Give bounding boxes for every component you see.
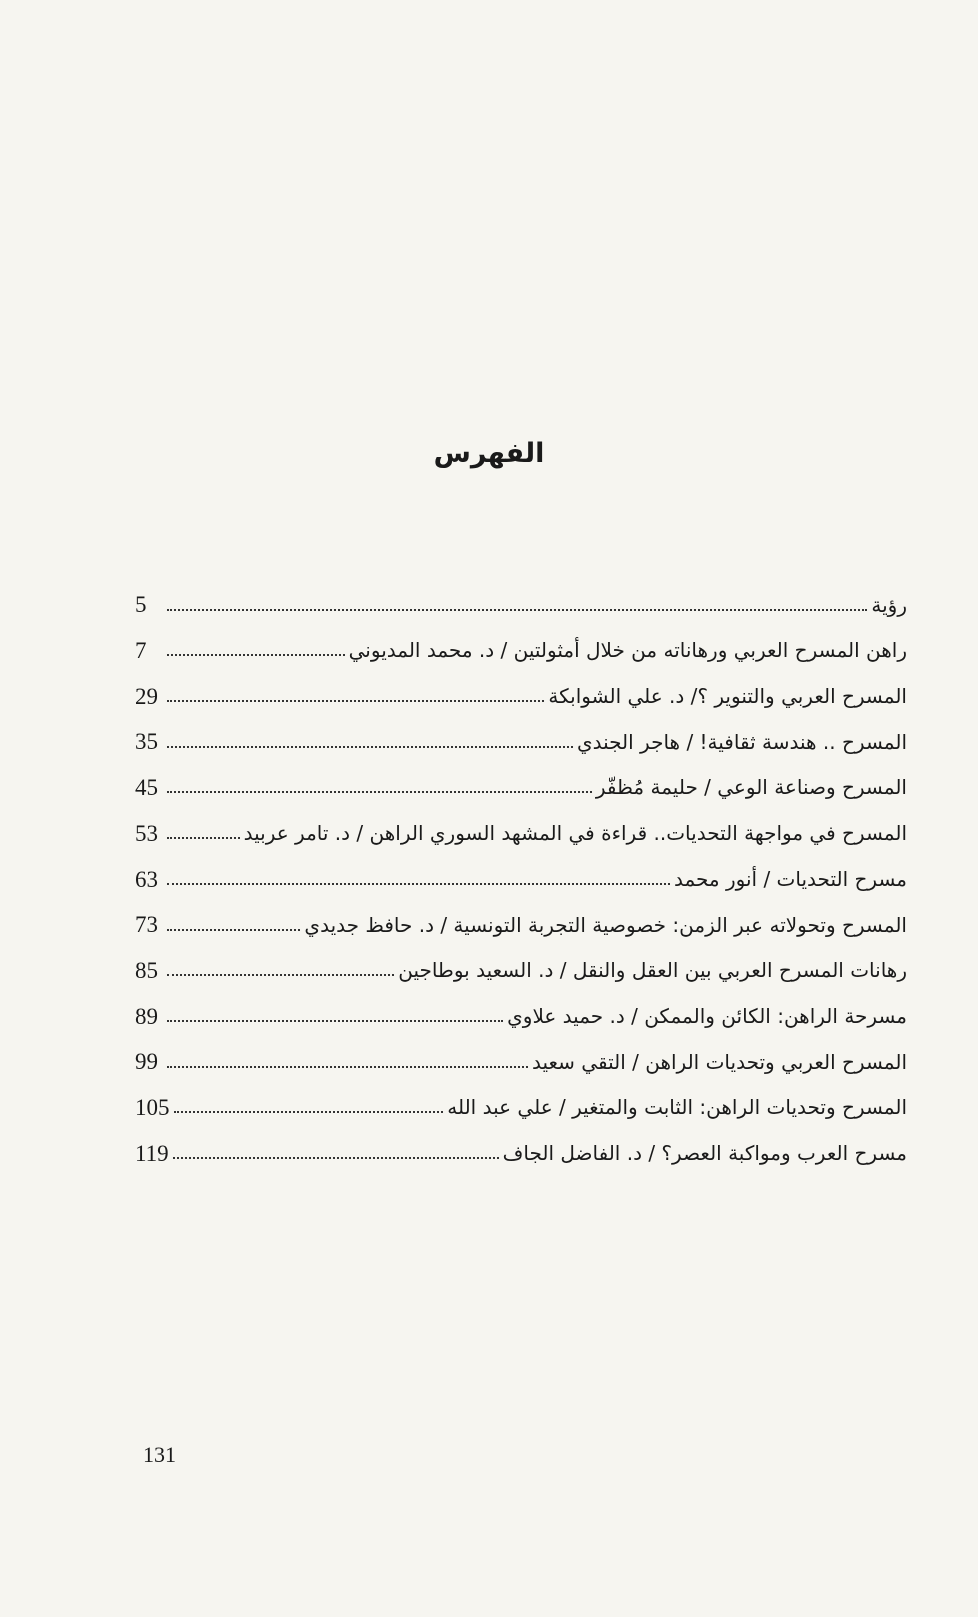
- toc-entry: [135, 755, 907, 801]
- page-number: 131: [143, 1442, 176, 1467]
- toc-entry-title: مسرح التحديات / أنور محمد: [673, 866, 907, 891]
- toc-entry-page: 7: [135, 638, 147, 664]
- toc-leader-dots: [167, 700, 544, 702]
- toc-entry-title: رهانات المسرح العربي بين العقل والنقل / د. السعيد بوطاجين: [398, 958, 907, 983]
- toc-entry: [135, 1029, 907, 1075]
- toc-entry-page: 5: [135, 592, 147, 618]
- toc-entry-title: راهن المسرح العربي ورهاناته من خلال أمثولتين / د. محمد المديوني: [348, 638, 907, 663]
- toc-leader-dots: [167, 974, 394, 976]
- page-title: الفهرس: [433, 438, 545, 469]
- toc-entry-title: مسرح العرب ومواكبة العصر؟ / د. الفاضل الجاف: [502, 1140, 907, 1165]
- toc-entry: [135, 892, 907, 938]
- toc-entry: [135, 983, 907, 1029]
- toc-entry: [135, 800, 907, 846]
- toc-entry-page: 35: [135, 729, 158, 755]
- toc-entry: [135, 1120, 907, 1166]
- toc-entry: [135, 572, 907, 618]
- toc-leader-dots: [167, 883, 670, 885]
- toc-entry-title: المسرح العربي وتحديات الراهن / التقي سعيد: [532, 1049, 907, 1074]
- toc-entry-title: مسرحة الراهن: الكائن والممكن / د. حميد علاوي: [507, 1003, 907, 1028]
- toc-leader-dots: [167, 609, 867, 611]
- toc-entry-title: المسرح في مواجهة التحديات.. قراءة في المشهد السوري الراهن / د. تامر عربيد: [243, 821, 907, 846]
- toc-entry-page: 89: [135, 1003, 158, 1029]
- toc-entry: [135, 663, 907, 709]
- table-of-contents: [135, 572, 907, 1166]
- toc-entry-title: المسرح وصناعة الوعي / حليمة مُظفّر: [595, 775, 907, 800]
- toc-entry-page: 119: [135, 1140, 169, 1166]
- toc-leader-dots: [174, 1111, 444, 1113]
- toc-entry-page: 53: [135, 820, 158, 846]
- toc-entry: [135, 938, 907, 984]
- toc-entry-title: المسرح وتحديات الراهن: الثابت والمتغير / علي عبد الله: [447, 1095, 907, 1120]
- toc-entry-page: 29: [135, 683, 158, 709]
- toc-entry-title: رؤية: [871, 592, 907, 617]
- toc-entry-title: المسرح العربي والتنوير ؟/ د. علي الشوابكة: [548, 684, 907, 709]
- toc-entry-page: 73: [135, 912, 158, 938]
- toc-entry-page: 105: [135, 1094, 170, 1120]
- toc-leader-dots: [167, 746, 573, 748]
- toc-entry-page: 85: [135, 957, 158, 983]
- toc-entry: [135, 846, 907, 892]
- toc-entry-title: المسرح .. هندسة ثقافية! / هاجر الجندي: [576, 729, 907, 754]
- toc-leader-dots: [167, 654, 345, 656]
- toc-entry: [135, 1075, 907, 1121]
- toc-entry: [135, 618, 907, 664]
- toc-leader-dots: [167, 1020, 503, 1022]
- toc-entry-page: 99: [135, 1049, 158, 1075]
- toc-leader-dots: [167, 791, 592, 793]
- toc-entry-title: المسرح وتحولاته عبر الزمن: خصوصية التجربة التونسية / د. حافظ جديدي: [304, 912, 907, 937]
- toc-leader-dots: [167, 929, 300, 931]
- toc-entry-page: 45: [135, 775, 158, 801]
- toc-leader-dots: [173, 1157, 499, 1159]
- toc-entry-page: 63: [135, 866, 158, 892]
- toc-leader-dots: [167, 1066, 528, 1068]
- toc-entry: [135, 709, 907, 755]
- toc-leader-dots: [167, 837, 240, 839]
